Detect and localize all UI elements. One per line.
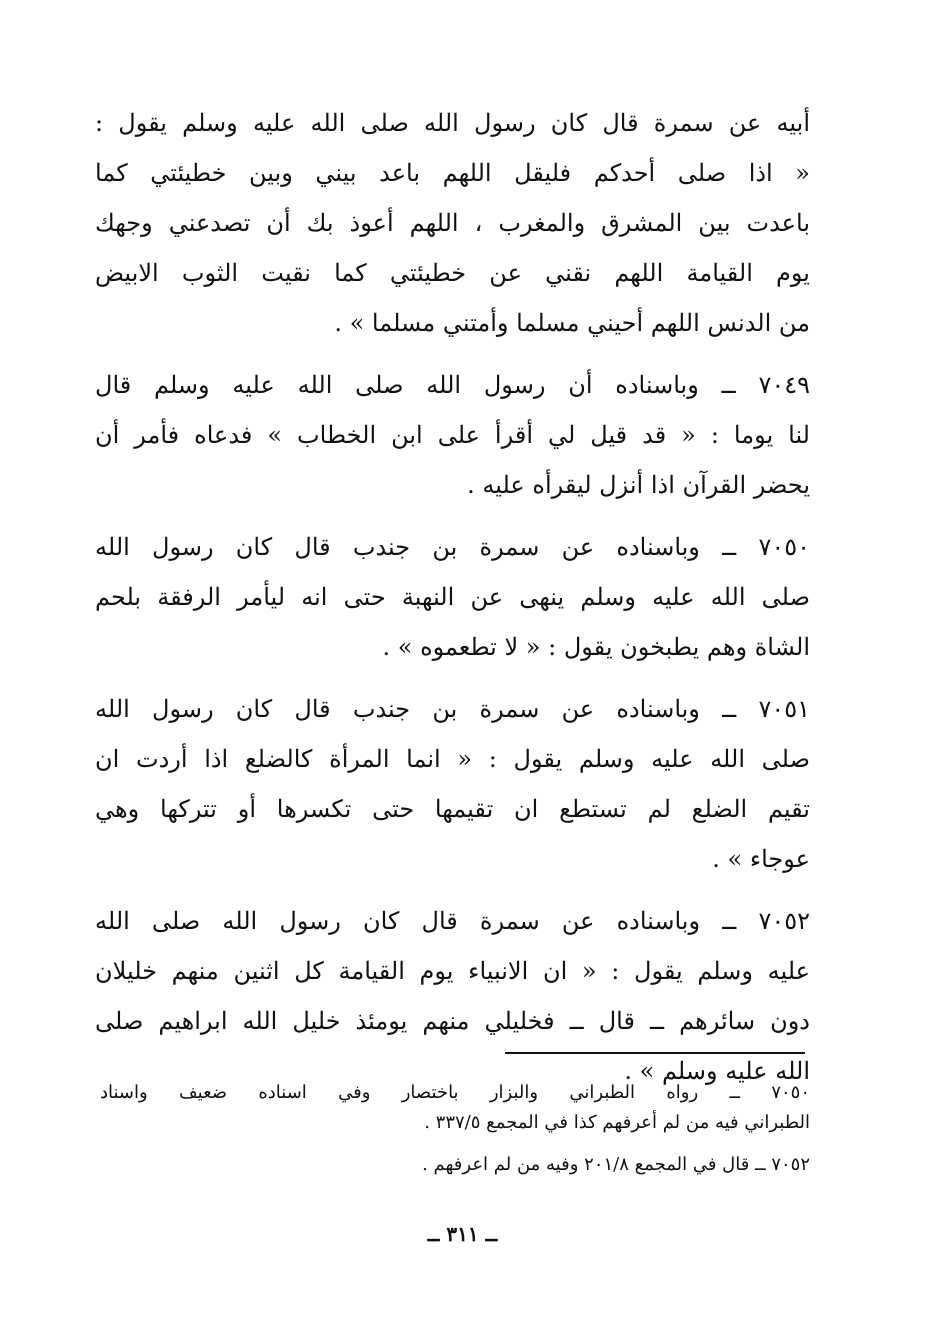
footnote-line: الطبراني فيه من لم أعرفهم كذا في المجمع ٣٣٧/٥ . <box>424 1112 810 1133</box>
text-line: يحضر القرآن اذا أنزل ليقرأه عليه . <box>467 471 810 499</box>
text-line: أبيه عن سمرة قال كان رسول الله صلى الله عليه وسلم يقول : <box>95 109 810 137</box>
text-line: عوجاء » . <box>712 845 810 873</box>
footnote-line: ٧٠٥٠ ــ رواه الطبراني والبزار باختصار وفي اسناده ضعيف واسناد <box>100 1082 810 1103</box>
text-line: ٧٠٥١ ــ وباسناده عن سمرة بن جندب قال كان رسول الله <box>95 695 810 723</box>
hadith-7052 <box>95 896 810 1096</box>
footnote-divider <box>505 1052 805 1054</box>
text-line: لنا يوما : « قد قيل لي أقرأ على ابن الخطاب » فدعاه فأمر أن <box>95 421 810 449</box>
text-line: تقيم الضلع لم تستطع ان تقيمها حتى تكسرها أو تتركها وهي <box>95 795 810 823</box>
text-line: صلى الله عليه وسلم ينهى عن النهبة حتى انه ليأمر الرفقة بلحم <box>95 583 810 611</box>
hadith-7050 <box>95 522 810 672</box>
text-line: الله عليه وسلم » . <box>624 1057 810 1085</box>
hadith-7051 <box>95 684 810 884</box>
text-line: « اذا صلى أحدكم فليقل اللهم باعد بيني وبين خطيئتي كما <box>95 159 810 187</box>
text-line: من الدنس اللهم أحيني مسلما وأمتني مسلما » . <box>334 309 810 337</box>
footnote-line: ٧٠٥٢ ــ قال في المجمع ٢٠١/٨ وفيه من لم اعرفهم . <box>422 1154 810 1175</box>
hadith-7049 <box>95 360 810 510</box>
main-text <box>95 98 810 1108</box>
text-line: ٧٠٥٠ ــ وباسناده عن سمرة بن جندب قال كان رسول الله <box>95 533 810 561</box>
text-line: ٧٠٥٢ ــ وباسناده عن سمرة قال كان رسول الله صلى الله <box>95 907 810 935</box>
footnotes <box>100 1078 810 1180</box>
text-line: عليه وسلم يقول : « ان الانبياء يوم القيامة كل اثنين منهم خليلان <box>95 957 810 985</box>
footnote-spacer <box>100 1138 810 1150</box>
text-line: باعدت بين المشرق والمغرب ، اللهم أعوذ بك أن تصدعني وجهك <box>95 209 810 237</box>
text-line: صلى الله عليه وسلم يقول : « انما المرأة كالضلع اذا أردت ان <box>95 745 810 773</box>
intro-paragraph <box>95 98 810 348</box>
footnote-7052 <box>100 1150 810 1180</box>
text-line: الشاة وهم يطبخون يقول : « لا تطعموه » . <box>382 633 810 661</box>
page-number: ــ ٣١١ ــ <box>427 1222 498 1246</box>
text-line: يوم القيامة اللهم نقني عن خطيئتي كما نقيت الثوب الابيض <box>95 259 810 287</box>
text-line: ٧٠٤٩ ــ وباسناده أن رسول الله صلى الله عليه وسلم قال <box>95 371 810 399</box>
text-line: دون سائرهم ــ قال ــ فخليلي منهم يومئذ خليل الله ابراهيم صلى <box>95 1007 810 1035</box>
footnote-7050 <box>100 1078 810 1138</box>
